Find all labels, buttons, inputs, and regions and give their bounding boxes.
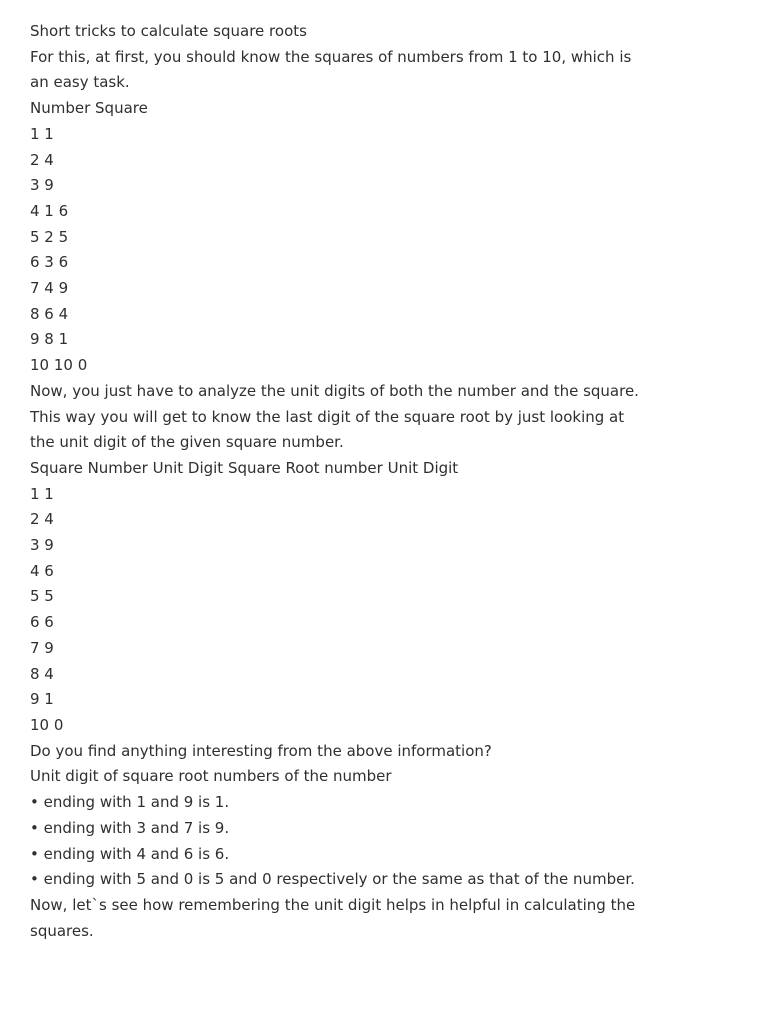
question-line: Do you find anything interesting from the above information? (30, 741, 492, 760)
table2-row: 6 6 (30, 613, 54, 632)
document-body (30, 19, 650, 944)
table1-row: 9 8 1 (30, 330, 69, 349)
table1-row: 2 4 (30, 150, 54, 169)
bullets-heading: Unit digit of square root numbers of the number (30, 767, 392, 786)
bullet-item: • ending with 1 and 9 is 1. (30, 790, 650, 816)
document-title: Short tricks to calculate square roots (30, 22, 307, 40)
table2-row: 2 4 (30, 510, 54, 529)
table1-row: 1 1 (30, 124, 54, 143)
closing-paragraph: Now, let`s see how remembering the unit digit helps in helpful in calculating the squares. (30, 895, 640, 940)
bullet-item: • ending with 5 and 0 is 5 and 0 respectively or the same as that of the number. (30, 867, 650, 893)
table2-row: 9 1 (30, 690, 54, 709)
table1-row: 5 2 5 (30, 227, 69, 246)
table2-row: 10 0 (30, 715, 64, 734)
table2-row: 3 9 (30, 536, 54, 555)
table1-row: 4 1 6 (30, 201, 69, 220)
analysis-paragraph: Now, you just have to analyze the unit digits of both the number and the square. This way you will get to know the last digit of the square root by just looking at the unit digit of the given square number. (30, 381, 644, 452)
table1-row: 8 6 4 (30, 304, 69, 323)
table1-row: 6 3 6 (30, 253, 69, 272)
bullet-item: • ending with 3 and 7 is 9. (30, 816, 650, 842)
table2-row: 5 5 (30, 587, 54, 606)
bullet-item: • ending with 4 and 6 is 6. (30, 842, 650, 868)
table1-row: 10 10 0 (30, 356, 88, 375)
table2-header: Square Number Unit Digit Square Root number Unit Digit (30, 458, 459, 477)
table1-header: Number Square (30, 99, 148, 118)
table2-row: 8 4 (30, 664, 54, 683)
table2-row: 7 9 (30, 638, 54, 657)
table1-row: 7 4 9 (30, 279, 69, 298)
table1-row: 3 9 (30, 176, 54, 195)
intro-paragraph: For this, at first, you should know the squares of numbers from 1 to 10, which is an easy task. (30, 47, 637, 92)
table2-row: 1 1 (30, 484, 54, 503)
table2-row: 4 6 (30, 561, 54, 580)
